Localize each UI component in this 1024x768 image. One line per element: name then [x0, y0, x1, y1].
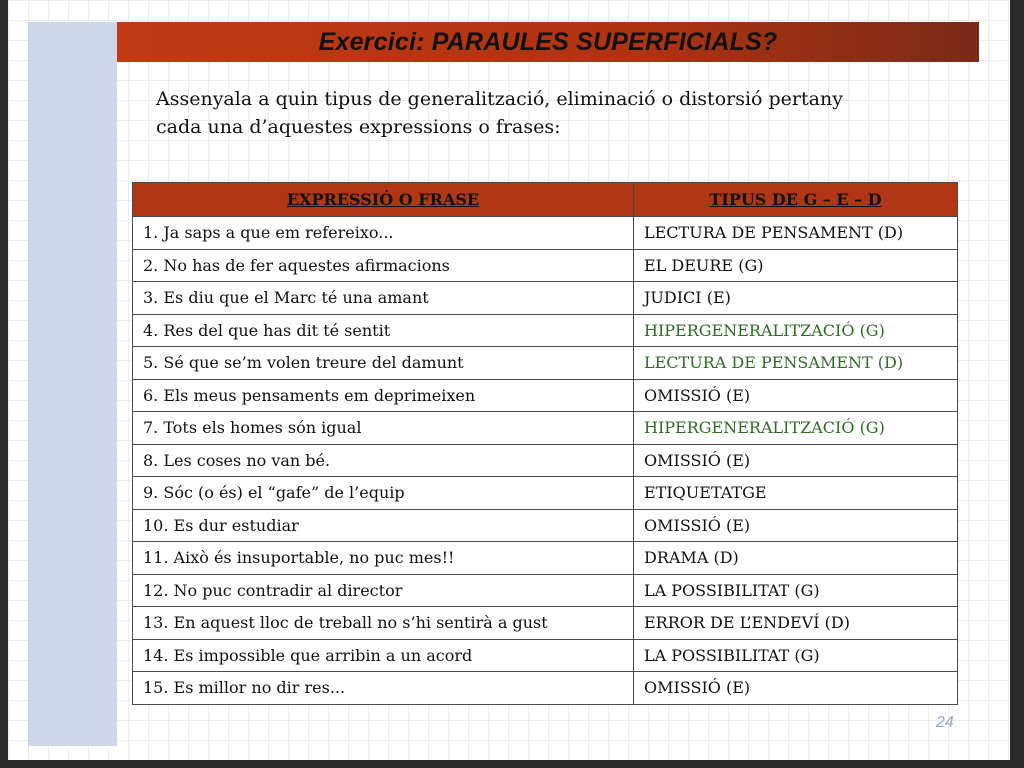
- table-header-row: [133, 183, 958, 217]
- slide-frame-left: [0, 0, 8, 768]
- expression-cell: 7. Tots els homes són igual: [133, 412, 634, 445]
- table-row: [133, 477, 958, 510]
- type-cell: LA POSSIBILITAT (G): [634, 574, 958, 607]
- expression-cell: 12. No puc contradir al director: [133, 574, 634, 607]
- type-cell: OMISSIÓ (E): [634, 672, 958, 705]
- table-row: [133, 444, 958, 477]
- type-cell: LECTURA DE PENSAMENT (D): [634, 217, 958, 250]
- page-number: 24: [936, 714, 954, 731]
- expression-cell: 11. Això és insuportable, no puc mes!!: [133, 542, 634, 575]
- table-row: [133, 282, 958, 315]
- expression-cell: 10. Es dur estudiar: [133, 509, 634, 542]
- type-cell: OMISSIÓ (E): [634, 444, 958, 477]
- expression-cell: 5. Sé que se’m volen treure del damunt: [133, 347, 634, 380]
- table-row: [133, 412, 958, 445]
- expression-cell: 6. Els meus pensaments em deprimeixen: [133, 379, 634, 412]
- header-expression: EXPRESSIÓ O FRASE: [133, 183, 634, 217]
- expression-cell: 4. Res del que has dit té sentit: [133, 314, 634, 347]
- expression-cell: 13. En aquest lloc de treball no s’hi sentirà a gust: [133, 607, 634, 640]
- intro-text: [156, 85, 976, 141]
- table-row: [133, 509, 958, 542]
- type-cell: HIPERGENERALITZACIÓ (G): [634, 412, 958, 445]
- type-cell: OMISSIÓ (E): [634, 509, 958, 542]
- type-cell: JUDICI (E): [634, 282, 958, 315]
- table-row: [133, 672, 958, 705]
- table-row: [133, 574, 958, 607]
- intro-line-1: Assenyala a quin tipus de generalització, eliminació o distorsió pertany: [156, 88, 843, 110]
- type-cell: DRAMA (D): [634, 542, 958, 575]
- table-row: [133, 542, 958, 575]
- expression-cell: 9. Sóc (o és) el “gafe” de l’equip: [133, 477, 634, 510]
- expression-cell: 8. Les coses no van bé.: [133, 444, 634, 477]
- type-cell: HIPERGENERALITZACIÓ (G): [634, 314, 958, 347]
- type-cell: LECTURA DE PENSAMENT (D): [634, 347, 958, 380]
- type-cell: LA POSSIBILITAT (G): [634, 639, 958, 672]
- header-type: TIPUS DE G – E – D: [634, 183, 958, 217]
- table-row: [133, 249, 958, 282]
- type-cell: ETIQUETATGE: [634, 477, 958, 510]
- expression-cell: 14. Es impossible que arribin a un acord: [133, 639, 634, 672]
- slide-frame-right: [1010, 0, 1024, 768]
- table-row: [133, 314, 958, 347]
- expression-cell: 15. Es millor no dir res...: [133, 672, 634, 705]
- table-row: [133, 379, 958, 412]
- type-cell: EL DEURE (G): [634, 249, 958, 282]
- expression-cell: 1. Ja saps a que em refereixo...: [133, 217, 634, 250]
- table-row: [133, 217, 958, 250]
- expression-cell: 2. No has de fer aquestes afirmacions: [133, 249, 634, 282]
- title-bar: [117, 22, 979, 62]
- intro-line-2: cada una d’aquestes expressions o frases:: [156, 116, 561, 138]
- decorative-side-band: [28, 22, 117, 746]
- type-cell: ERROR DE L’ENDEVÍ (D): [634, 607, 958, 640]
- table-body: [133, 217, 958, 705]
- type-cell: OMISSIÓ (E): [634, 379, 958, 412]
- table-row: [133, 607, 958, 640]
- table-row: [133, 347, 958, 380]
- slide-title: Exercici: PARAULES SUPERFICIALS?: [318, 27, 778, 56]
- table-row: [133, 639, 958, 672]
- slide-frame-bottom: [0, 760, 1024, 768]
- exercise-table: [132, 182, 958, 705]
- expression-cell: 3. Es diu que el Marc té una amant: [133, 282, 634, 315]
